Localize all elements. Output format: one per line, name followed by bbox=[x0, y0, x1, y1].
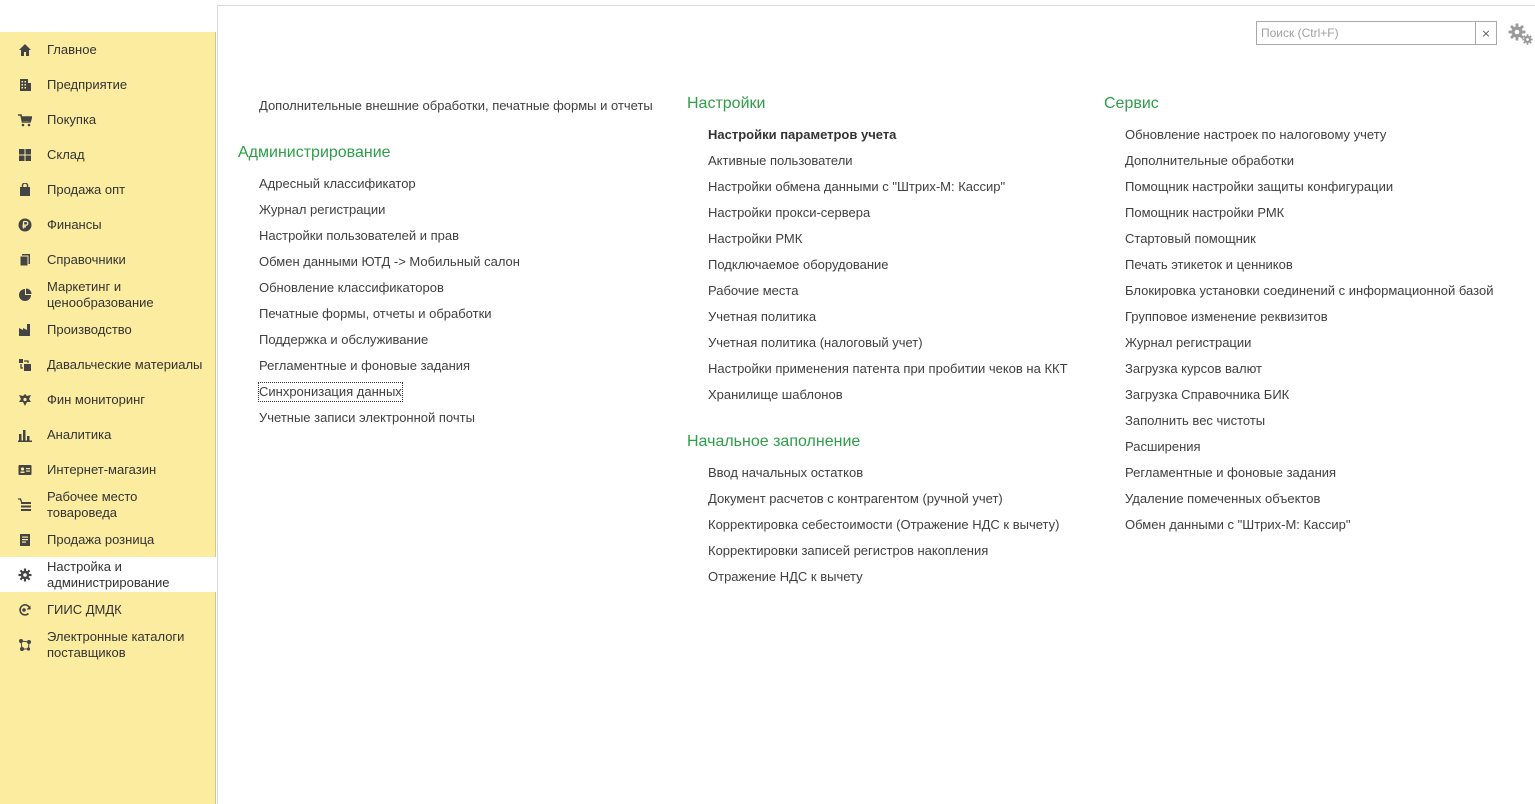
sidebar-item-label: Рабочее место товароведа bbox=[47, 488, 138, 520]
section-title-initial-filling: Начальное заполнение bbox=[687, 433, 861, 450]
sidebar-item-settings-admin[interactable] bbox=[0, 557, 217, 592]
sidebar-item-online-store[interactable] bbox=[0, 452, 216, 487]
link-register-corrections[interactable]: Корректировки записей регистров накопления bbox=[708, 543, 989, 558]
link-template-storage[interactable]: Хранилище шаблонов bbox=[708, 387, 843, 402]
bag-icon bbox=[18, 183, 32, 197]
cart-icon bbox=[18, 113, 32, 127]
sidebar-item-finance[interactable] bbox=[0, 207, 216, 242]
id-card-icon bbox=[18, 463, 32, 477]
sidebar-item-label: ГИИС ДМДК bbox=[47, 601, 122, 617]
sidebar-item-label: Главное bbox=[47, 41, 97, 57]
warehouse-icon bbox=[18, 148, 32, 162]
link-workplaces[interactable]: Рабочие места bbox=[708, 283, 799, 298]
sidebar-item-supplier-catalogs[interactable] bbox=[0, 627, 216, 662]
link-rmk-settings[interactable]: Настройки РМК bbox=[708, 231, 803, 246]
sidebar-item-marketing[interactable] bbox=[0, 277, 216, 312]
sidebar-item-label: Склад bbox=[47, 146, 85, 162]
refresh-key-icon bbox=[18, 603, 32, 617]
link-group-attribute-change[interactable]: Групповое изменение реквизитов bbox=[1125, 309, 1328, 324]
sidebar-item-purchase[interactable] bbox=[0, 102, 216, 137]
sidebar-item-fin-monitoring[interactable] bbox=[0, 382, 216, 417]
link-load-exchange-rates[interactable]: Загрузка курсов валют bbox=[1125, 361, 1262, 376]
network-icon bbox=[18, 638, 32, 652]
shelves-icon bbox=[18, 498, 32, 512]
home-icon bbox=[18, 43, 32, 57]
section-title-administration: Администрирование bbox=[238, 144, 391, 161]
sidebar-item-label: Покупка bbox=[47, 111, 97, 127]
receipt-icon bbox=[18, 533, 32, 547]
sidebar-item-label: Продажа опт bbox=[47, 181, 126, 197]
sidebar-item-label: Фин мониторинг bbox=[47, 391, 145, 407]
sidebar-item-label: Давальческие материалы bbox=[47, 356, 203, 372]
link-print-labels[interactable]: Печать этикеток и ценников bbox=[1125, 257, 1293, 272]
link-config-protection-wizard[interactable]: Помощник настройки защиты конфигурации bbox=[1125, 179, 1394, 194]
sidebar-item-label: Справочники bbox=[47, 251, 126, 267]
sidebar-item-warehouse[interactable] bbox=[0, 137, 216, 172]
sidebar-item-enterprise[interactable] bbox=[0, 67, 216, 102]
sidebar bbox=[0, 0, 216, 804]
link-accounting-policy[interactable]: Учетная политика bbox=[708, 309, 817, 324]
link-accounting-parameters[interactable]: Настройки параметров учета bbox=[708, 127, 897, 142]
link-data-exchange-mobile-salon[interactable]: Обмен данными ЮТД -> Мобильный салон bbox=[259, 254, 520, 269]
link-additional-external-processing[interactable]: Дополнительные внешние обработки, печатные формы и отчеты bbox=[259, 98, 653, 113]
link-update-classifiers[interactable]: Обновление классификаторов bbox=[259, 280, 444, 295]
link-scheduled-background-jobs[interactable]: Регламентные и фоновые задания bbox=[259, 358, 471, 373]
link-start-wizard[interactable]: Стартовый помощник bbox=[1125, 231, 1256, 246]
section-title-service: Сервис bbox=[1104, 95, 1159, 112]
link-tax-settings-update[interactable]: Обновление настроек по налоговому учету bbox=[1125, 127, 1387, 142]
link-rmk-setup-wizard[interactable]: Помощник настройки РМК bbox=[1125, 205, 1285, 220]
link-cost-correction[interactable]: Корректировка себестоимости (Отражение НДС к вычету) bbox=[708, 517, 1060, 532]
sidebar-item-main[interactable] bbox=[0, 32, 216, 67]
materials-icon bbox=[18, 358, 32, 372]
link-print-forms-reports[interactable]: Печатные формы, отчеты и обработки bbox=[259, 306, 492, 321]
link-data-exchange-shtrih[interactable]: Обмен данными с "Штрих-М: Кассир" bbox=[1125, 517, 1351, 532]
link-active-users[interactable]: Активные пользователи bbox=[708, 153, 853, 168]
main-panel bbox=[217, 5, 1535, 804]
sidebar-item-wholesale[interactable] bbox=[0, 172, 216, 207]
sidebar-list bbox=[0, 32, 216, 662]
search-clear-button[interactable]: × bbox=[1475, 22, 1496, 44]
link-counterparty-settlement-doc[interactable]: Документ расчетов с контрагентом (ручной учет) bbox=[708, 491, 1003, 506]
sidebar-item-analytics[interactable] bbox=[0, 417, 216, 452]
sidebar-item-label: Аналитика bbox=[47, 426, 112, 442]
search-box bbox=[1256, 21, 1497, 45]
link-initial-balances[interactable]: Ввод начальных остатков bbox=[708, 465, 864, 480]
link-additional-processing[interactable]: Дополнительные обработки bbox=[1125, 153, 1294, 168]
emblem-icon bbox=[18, 393, 32, 407]
link-registration-log[interactable]: Журнал регистрации bbox=[259, 202, 386, 217]
link-email-accounts[interactable]: Учетные записи электронной почты bbox=[259, 410, 475, 425]
link-extensions[interactable]: Расширения bbox=[1125, 439, 1201, 454]
link-proxy-settings[interactable]: Настройки прокси-сервера bbox=[708, 205, 871, 220]
sidebar-item-giis-dmdk[interactable] bbox=[0, 592, 216, 627]
sidebar-item-label: Финансы bbox=[47, 216, 102, 232]
link-exchange-settings-shtrih[interactable]: Настройки обмена данными с "Штрих-М: Кассир" bbox=[708, 179, 1006, 194]
bar-chart-icon bbox=[18, 428, 32, 442]
sidebar-item-merchandiser-workplace[interactable] bbox=[0, 487, 216, 522]
enterprise-icon bbox=[18, 78, 32, 92]
pie-chart-icon bbox=[18, 288, 32, 302]
sidebar-item-label: Маркетинг и ценообразование bbox=[47, 278, 154, 310]
sidebar-item-label: Производство bbox=[47, 321, 132, 337]
link-patent-settings-kkt[interactable]: Настройки применения патента при пробитии чеков на ККТ bbox=[708, 361, 1068, 376]
link-registration-log-service[interactable]: Журнал регистрации bbox=[1125, 335, 1252, 350]
sidebar-item-label: Предприятие bbox=[47, 76, 128, 92]
link-delete-marked-objects[interactable]: Удаление помеченных объектов bbox=[1125, 491, 1321, 506]
link-vat-deduction[interactable]: Отражение НДС к вычету bbox=[708, 569, 863, 584]
sidebar-item-label: Настройка и администрирование bbox=[47, 558, 170, 590]
sidebar-item-catalogs[interactable] bbox=[0, 242, 216, 277]
link-fill-purity-weight[interactable]: Заполнить вес чистоты bbox=[1125, 413, 1266, 428]
sidebar-item-label: Интернет-магазин bbox=[47, 461, 157, 477]
link-support-maintenance[interactable]: Поддержка и обслуживание bbox=[259, 332, 429, 347]
sidebar-item-production[interactable] bbox=[0, 312, 216, 347]
catalog-icon bbox=[18, 253, 32, 267]
sidebar-item-label: Продажа розница bbox=[47, 531, 155, 547]
sidebar-item-label: Электронные каталоги поставщиков bbox=[47, 628, 185, 660]
section-title-settings: Настройки bbox=[687, 95, 766, 112]
link-load-bik[interactable]: Загрузка Справочника БИК bbox=[1125, 387, 1290, 402]
factory-icon bbox=[18, 323, 32, 337]
link-address-classifier[interactable]: Адресный классификатор bbox=[259, 176, 416, 191]
link-scheduled-jobs-service[interactable]: Регламентные и фоновые задания bbox=[1125, 465, 1337, 480]
search-input[interactable] bbox=[1257, 22, 1475, 44]
link-data-synchronization[interactable]: Синхронизация данных bbox=[259, 384, 402, 399]
link-block-connections[interactable]: Блокировка установки соединений с информационной базой bbox=[1125, 283, 1494, 298]
gear-icon bbox=[18, 568, 32, 582]
sidebar-top-strip bbox=[0, 0, 216, 32]
sidebar-item-retail[interactable] bbox=[0, 522, 216, 557]
settings-gear-icon[interactable] bbox=[1508, 22, 1534, 46]
sidebar-item-tolling-materials[interactable] bbox=[0, 347, 216, 382]
link-user-rights-settings[interactable]: Настройки пользователей и прав bbox=[259, 228, 460, 243]
link-connected-equipment[interactable]: Подключаемое оборудование bbox=[708, 257, 889, 272]
link-tax-accounting-policy[interactable]: Учетная политика (налоговый учет) bbox=[708, 335, 923, 350]
ruble-icon bbox=[18, 218, 32, 232]
